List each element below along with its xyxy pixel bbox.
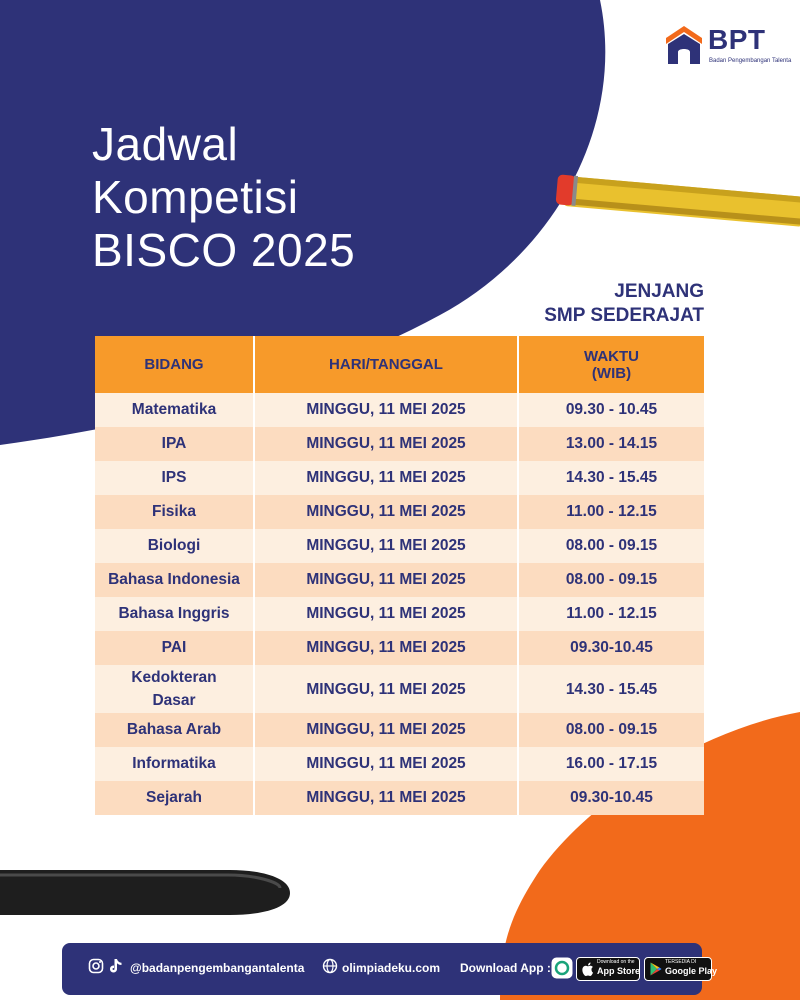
title-line-3: BISCO 2025 xyxy=(92,224,356,276)
cell-date: MINGGU, 11 MEI 2025 xyxy=(254,529,518,563)
header-time xyxy=(518,336,704,393)
table-row xyxy=(95,665,704,713)
pencil-decoration xyxy=(556,174,800,226)
cell-field: Informatika xyxy=(95,747,254,781)
table-row xyxy=(95,747,704,781)
table-row xyxy=(95,427,704,461)
cell-field: Bahasa Inggris xyxy=(95,597,254,631)
app-icon[interactable] xyxy=(551,957,573,979)
level-line-1: JENJANG xyxy=(614,281,704,302)
cell-time: 08.00 - 09.15 xyxy=(518,529,704,563)
footer-bar xyxy=(62,943,718,995)
cell-time: 09.30-10.45 xyxy=(518,631,704,665)
title-line-1: Jadwal xyxy=(92,118,239,170)
app-store-big: App Store xyxy=(597,966,641,976)
title-line-2: Kompetisi xyxy=(92,171,299,223)
cell-field xyxy=(95,665,254,713)
cell-date: MINGGU, 11 MEI 2025 xyxy=(254,781,518,815)
cell-field: Bahasa Arab xyxy=(95,713,254,747)
pen-decoration xyxy=(0,870,290,915)
cell-time: 08.00 - 09.15 xyxy=(518,563,704,597)
table-row xyxy=(95,563,704,597)
cell-date: MINGGU, 11 MEI 2025 xyxy=(254,665,518,713)
table-row xyxy=(95,461,704,495)
cell-date: MINGGU, 11 MEI 2025 xyxy=(254,713,518,747)
cell-field: Biologi xyxy=(95,529,254,563)
page-title xyxy=(92,118,355,277)
cell-field: Fisika xyxy=(95,495,254,529)
cell-time: 11.00 - 12.15 xyxy=(518,597,704,631)
google-play-small: TERSEDIA DI xyxy=(665,959,697,965)
header-time-line-1: WAKTU xyxy=(584,347,639,365)
cell-field: IPS xyxy=(95,461,254,495)
cell-time: 08.00 - 09.15 xyxy=(518,713,704,747)
google-play-badge[interactable] xyxy=(644,957,718,981)
cell-date: MINGGU, 11 MEI 2025 xyxy=(254,495,518,529)
table-row xyxy=(95,393,704,427)
cell-time: 14.30 - 15.45 xyxy=(518,665,704,713)
table-row xyxy=(95,631,704,665)
cell-date: MINGGU, 11 MEI 2025 xyxy=(254,597,518,631)
cell-date: MINGGU, 11 MEI 2025 xyxy=(254,461,518,495)
cell-date: MINGGU, 11 MEI 2025 xyxy=(254,427,518,461)
header-time-line-2: (WIB) xyxy=(591,364,632,382)
cell-time: 13.00 - 14.15 xyxy=(518,427,704,461)
google-play-big: Google Play xyxy=(665,966,718,976)
app-store-badge[interactable] xyxy=(576,957,640,981)
cell-field: Bahasa Indonesia xyxy=(95,563,254,597)
header-field: BIDANG xyxy=(95,336,254,393)
level-line-2: SMP SEDERAJAT xyxy=(544,305,704,326)
cell-time: 09.30 - 10.45 xyxy=(518,393,704,427)
cell-date: MINGGU, 11 MEI 2025 xyxy=(254,393,518,427)
cell-date: MINGGU, 11 MEI 2025 xyxy=(254,631,518,665)
brand-name: BPT xyxy=(708,24,766,55)
app-store-small: Download on the xyxy=(597,959,635,965)
cell-time: 14.30 - 15.45 xyxy=(518,461,704,495)
table-header-row xyxy=(95,336,704,393)
education-level xyxy=(544,280,704,328)
instagram-icon[interactable] xyxy=(88,958,104,974)
table-row xyxy=(95,781,704,815)
schedule-table xyxy=(95,336,704,815)
cell-field-line-1: Kedokteran xyxy=(131,669,217,686)
tiktok-icon[interactable] xyxy=(108,958,124,974)
website-link[interactable]: olimpiadeku.com xyxy=(342,961,441,975)
table-row xyxy=(95,495,704,529)
cell-field-line-2: Dasar xyxy=(152,692,196,709)
table-row xyxy=(95,529,704,563)
globe-icon xyxy=(322,958,338,974)
cell-time: 16.00 - 17.15 xyxy=(518,747,704,781)
table-row xyxy=(95,713,704,747)
brand-logo xyxy=(664,22,792,70)
cell-field: Matematika xyxy=(95,393,254,427)
cell-field: Sejarah xyxy=(95,781,254,815)
bpt-logo-icon xyxy=(664,22,704,66)
download-label: Download App : xyxy=(460,961,551,975)
cell-date: MINGGU, 11 MEI 2025 xyxy=(254,563,518,597)
google-play-icon xyxy=(650,962,662,976)
table-row xyxy=(95,597,704,631)
cell-field: IPA xyxy=(95,427,254,461)
cell-field: PAI xyxy=(95,631,254,665)
cell-time: 09.30-10.45 xyxy=(518,781,704,815)
cell-time: 11.00 - 12.15 xyxy=(518,495,704,529)
brand-subtitle: Badan Pengembangan Talenta xyxy=(709,58,792,64)
apple-icon xyxy=(582,962,594,976)
social-handle[interactable]: @badanpengembangantalenta xyxy=(130,961,305,975)
cell-date: MINGGU, 11 MEI 2025 xyxy=(254,747,518,781)
header-date: HARI/TANGGAL xyxy=(254,336,518,393)
